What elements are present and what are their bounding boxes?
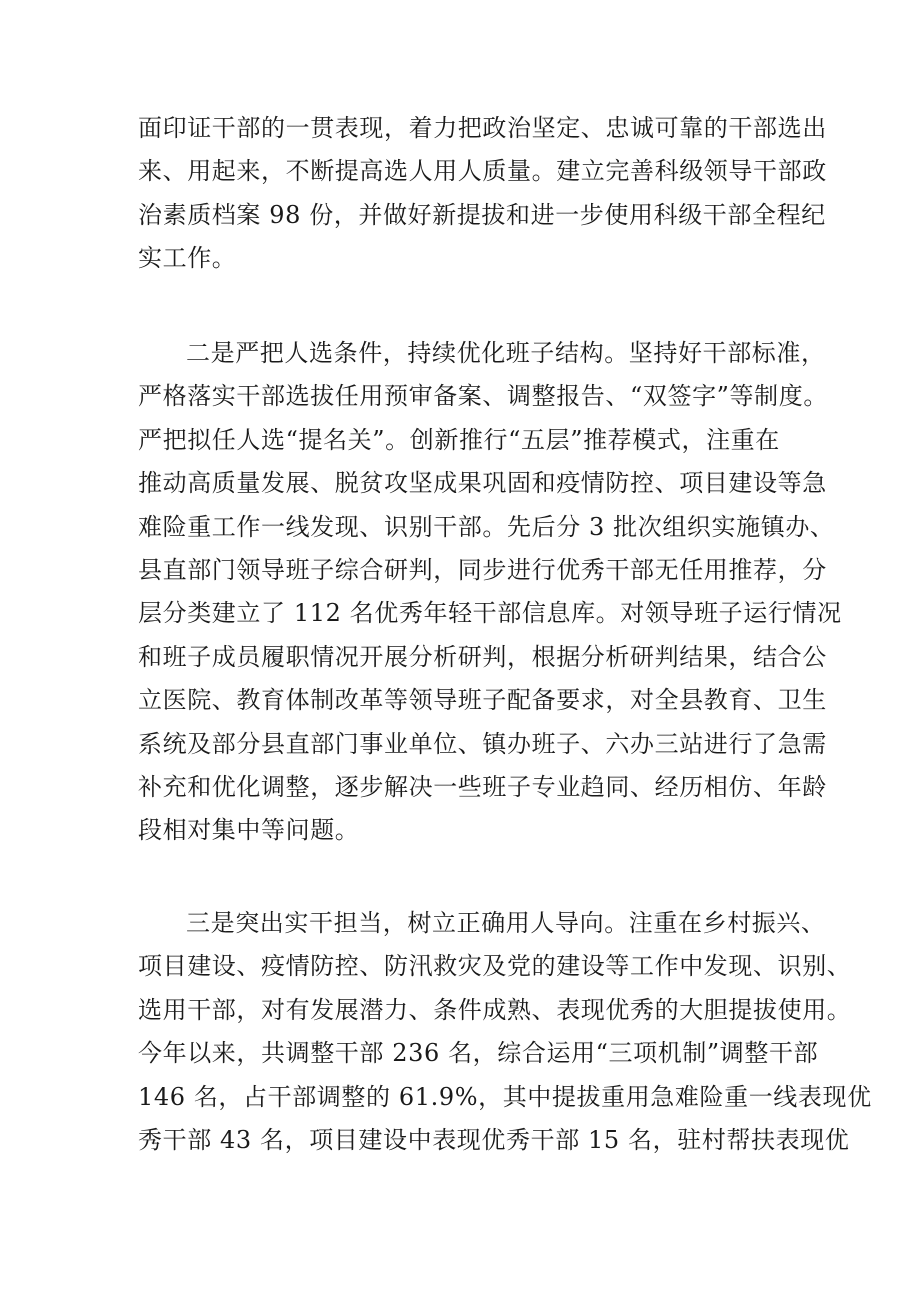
text-line: 秀干部 43 名，项目建设中表现优秀干部 15 名，驻村帮扶表现优 [138, 1126, 850, 1155]
text-line: 来、用起来，不断提高选人用人质量。建立完善科级领导干部政 [138, 157, 827, 186]
text-line: 层分类建立了 112 名优秀年轻干部信息库。对领导班子运行情况 [138, 599, 842, 628]
text-line: 系统及部分县直部门事业单位、镇办班子、六办三站进行了急需 [138, 729, 827, 758]
text-line: 难险重工作一线发现、识别干部。先后分 3 批次组织实施镇办、 [138, 512, 835, 541]
text-line: 二是严把人选条件，持续优化班子结构。坚持好干部标准， [186, 339, 826, 367]
text-line: 段相对集中等问题。 [138, 816, 360, 845]
text-line: 立医院、教育体制改革等领导班子配备要求，对全县教育、卫生 [138, 686, 827, 715]
text-line: 补充和优化调整，逐步解决一些班子专业趋同、经历相仿、年龄 [138, 773, 827, 802]
text-line: 三是突出实干担当，树立正确用人导向。注重在乡村振兴、 [186, 909, 826, 937]
text-line: 面印证干部的一贯表现，着力把政治坚定、忠诚可靠的干部选出 [138, 114, 827, 142]
text-line: 146 名，占干部调整的 61.9%，其中提拔重用急难险重一线表现优 [138, 1082, 872, 1111]
text-line: 项目建设、疫情防控、防汛救灾及党的建设等工作中发现、识别、 [138, 952, 852, 981]
text-line: 推动高质量发展、脱贫攻坚成果巩固和疫情防控、项目建设等急 [138, 469, 827, 498]
paragraph-2 [138, 332, 842, 853]
text-line: 今年以来，共调整干部 236 名，综合运用“三项机制”调整干部 [138, 1039, 819, 1068]
text-line: 选用干部，对有发展潜力、条件成熟、表现优秀的大胆提拔使用。 [138, 995, 852, 1024]
text-line: 治素质档案 98 份，并做好新提拔和进一步使用科级干部全程纪 [138, 200, 826, 229]
text-line: 严格落实干部选拔任用预审备案、调整报告、“双签字”等制度。 [138, 382, 828, 411]
text-line: 和班子成员履职情况开展分析研判，根据分析研判结果，结合公 [138, 642, 827, 671]
text-line: 严把拟任人选“提名关”。创新推行“五层”推荐模式，注重在 [138, 425, 780, 454]
text-line: 实工作。 [138, 244, 237, 273]
paragraph-3 [138, 902, 872, 1162]
text-line: 县直部门领导班子综合研判，同步进行优秀干部无任用推荐，分 [138, 556, 827, 585]
paragraph-1 [138, 107, 827, 281]
